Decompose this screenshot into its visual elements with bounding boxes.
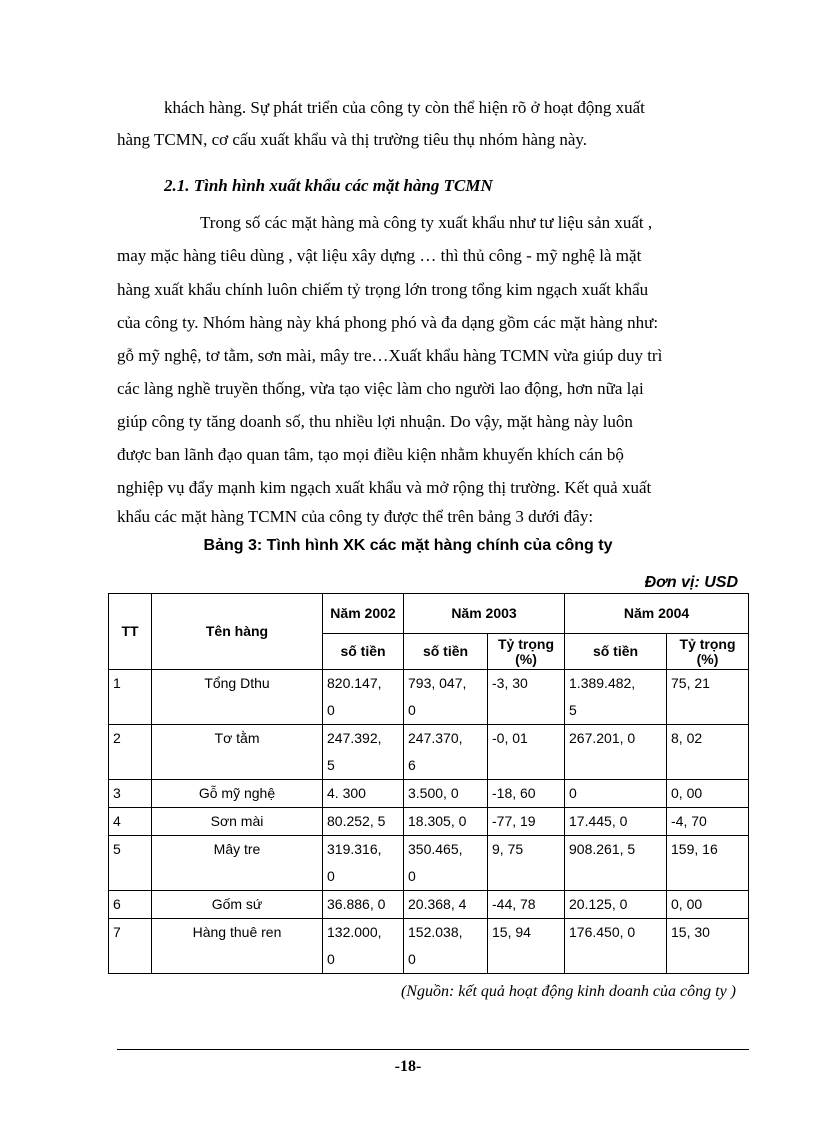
footer-rule: [117, 1049, 749, 1050]
table-row: [109, 891, 749, 919]
cell-share-2004: 15, 30: [667, 919, 749, 974]
body-line-5: gỗ mỹ nghệ, tơ tằm, sơn mài, mây tre…Xuất khẩu hàng TCMN vừa giúp duy trì: [117, 346, 663, 365]
cell-amount-2004: 20.125, 0: [565, 891, 667, 919]
cell-amount-2002: 36.886, 0: [323, 891, 404, 919]
body-line-10: khẩu các mặt hàng TCMN của công ty được thể trên bảng 3 dưới đây:: [117, 507, 594, 526]
header-amount-2003: số tiền: [404, 634, 488, 670]
cell-share-2004: 75, 21: [667, 670, 749, 725]
intro-line-2: hàng TCMN, cơ cấu xuất khẩu và thị trường tiêu thụ nhóm hàng này.: [117, 130, 588, 149]
table-row: [109, 808, 749, 836]
header-tt: TT: [109, 594, 152, 670]
cell-amount-2002: 319.316, 0: [323, 836, 404, 891]
header-share-2004: Tỷ trọng (%): [667, 634, 749, 670]
cell-name: Sơn mài: [152, 808, 323, 836]
table-row: [109, 670, 749, 725]
cell-amount-2004: 1.389.482, 5: [565, 670, 667, 725]
cell-amount-2003: 350.465, 0: [404, 836, 488, 891]
cell-share-2004: -4, 70: [667, 808, 749, 836]
cell-name: Tổng Dthu: [152, 670, 323, 725]
cell-amount-2003: 247.370, 6: [404, 725, 488, 780]
body-line-8: được ban lãnh đạo quan tâm, tạo mọi điều kiện nhằm khuyến khích cán bộ: [117, 445, 624, 464]
body-line-9: nghiệp vụ đẩy mạnh kim ngạch xuất khẩu và mở rộng thị trường. Kết quả xuất: [117, 478, 652, 497]
body-line-6: các làng nghề truyền thống, vừa tạo việc làm cho người lao động, hơn nữa lại: [117, 379, 644, 398]
cell-amount-2003: 793, 047, 0: [404, 670, 488, 725]
table-row: [109, 836, 749, 891]
cell-share-2003: -77, 19: [488, 808, 565, 836]
cell-amount-2003: 152.038, 0: [404, 919, 488, 974]
cell-amount-2002: 132.000, 0: [323, 919, 404, 974]
cell-name: Hàng thuê ren: [152, 919, 323, 974]
cell-amount-2003: 3.500, 0: [404, 780, 488, 808]
cell-name: Mây tre: [152, 836, 323, 891]
header-amount-2002: số tiền: [323, 634, 404, 670]
cell-amount-2004: 908.261, 5: [565, 836, 667, 891]
cell-name: Gỗ mỹ nghệ: [152, 780, 323, 808]
cell-amount-2004: 267.201, 0: [565, 725, 667, 780]
unit-label: Đơn vị: USD: [644, 574, 738, 591]
cell-share-2003: -3, 30: [488, 670, 565, 725]
cell-share-2004: 159, 16: [667, 836, 749, 891]
cell-tt: 6: [109, 891, 152, 919]
header-name: Tên hàng: [152, 594, 323, 670]
cell-tt: 2: [109, 725, 152, 780]
table-row: [109, 780, 749, 808]
cell-name: Gốm sứ: [152, 891, 323, 919]
table-caption: Bảng 3: Tình hình XK các mặt hàng chính của công ty: [203, 537, 613, 554]
cell-amount-2004: 17.445, 0: [565, 808, 667, 836]
body-line-3: hàng xuất khẩu chính luôn chiếm tỷ trọng lớn trong tổng kim ngạch xuất khẩu: [117, 280, 649, 299]
cell-amount-2003: 18.305, 0: [404, 808, 488, 836]
cell-share-2003: 9, 75: [488, 836, 565, 891]
cell-amount-2003: 20.368, 4: [404, 891, 488, 919]
header-amount-2004: số tiền: [565, 634, 667, 670]
cell-amount-2004: 176.450, 0: [565, 919, 667, 974]
cell-tt: 7: [109, 919, 152, 974]
header-year-2003: Năm 2003: [404, 594, 565, 634]
cell-share-2003: -18, 60: [488, 780, 565, 808]
table-row: [109, 919, 749, 974]
cell-share-2003: -0, 01: [488, 725, 565, 780]
intro-line-1: khách hàng. Sự phát triển của công ty còn thể hiện rõ ở hoạt động xuất: [164, 98, 645, 117]
table-row: [109, 725, 749, 780]
cell-share-2003: -44, 78: [488, 891, 565, 919]
cell-name: Tơ tằm: [152, 725, 323, 780]
header-year-2004: Năm 2004: [565, 594, 749, 634]
cell-amount-2002: 820.147, 0: [323, 670, 404, 725]
cell-amount-2002: 80.252, 5: [323, 808, 404, 836]
body-line-1: Trong số các mặt hàng mà công ty xuất khẩu như tư liệu sản xuất ,: [200, 213, 653, 232]
cell-share-2004: 0, 00: [667, 780, 749, 808]
page-number: -18-: [394, 1058, 422, 1075]
export-table: [108, 593, 749, 974]
cell-tt: 4: [109, 808, 152, 836]
body-line-7: giúp công ty tăng doanh số, thu nhiều lợi nhuận. Do vậy, mặt hàng này luôn: [117, 412, 633, 431]
cell-share-2004: 8, 02: [667, 725, 749, 780]
cell-amount-2004: 0: [565, 780, 667, 808]
body-line-2: may mặc hàng tiêu dùng , vật liệu xây dựng … thì thủ công - mỹ nghệ là mặt: [117, 246, 642, 265]
section-heading: 2.1. Tình hình xuất khẩu các mặt hàng TCMN: [164, 176, 493, 195]
cell-tt: 5: [109, 836, 152, 891]
cell-share-2003: 15, 94: [488, 919, 565, 974]
header-share-2003: Tỷ trọng (%): [488, 634, 565, 670]
source-note: (Nguồn: kết quả hoạt động kinh doanh của công ty ): [400, 983, 736, 1000]
cell-tt: 3: [109, 780, 152, 808]
cell-tt: 1: [109, 670, 152, 725]
cell-amount-2002: 4. 300: [323, 780, 404, 808]
body-line-4: của công ty. Nhóm hàng này khá phong phó và đa dạng gồm các mặt hàng như:: [117, 313, 659, 332]
cell-share-2004: 0, 00: [667, 891, 749, 919]
cell-amount-2002: 247.392, 5: [323, 725, 404, 780]
header-year-2002: Năm 2002: [323, 594, 404, 634]
